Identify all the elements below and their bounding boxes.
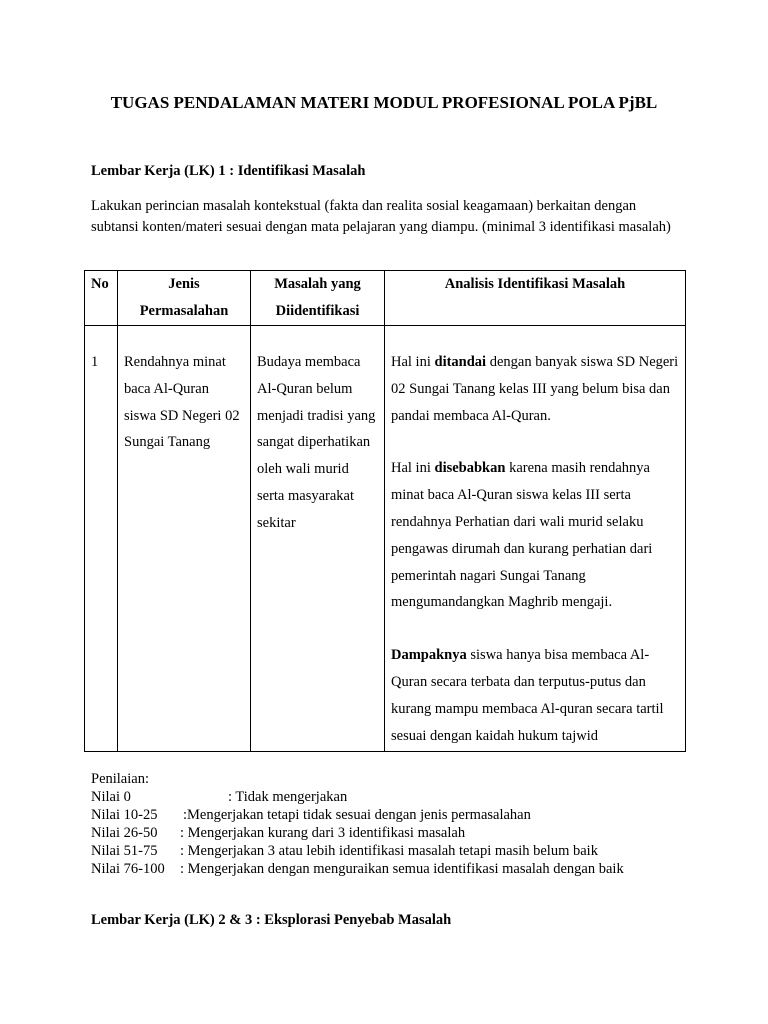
p1-keyword: ditandai [434,354,487,370]
header-no: No [85,271,118,326]
scoring-item-desc: :Mengerjakan tetapi tidak sesuai dengan jenis permasalahan [183,807,531,823]
header-masalah-diidentifikasi [251,271,385,326]
scoring-item-label: Nilai 10-25 [91,807,158,823]
header-jenis-line1: Jenis [168,276,200,292]
lk1-instructions: Lakukan perincian masalah kontekstual (fakta dan realita sosial keagamaan) berkaitan dengan subtansi konten/materi sesuai dengan mata pelajaran yang diampu. (minimal 3 identifikasi masalah) [91,198,671,235]
scoring-label: Penilaian: [91,771,149,787]
p3-keyword: Dampaknya [391,647,467,664]
analisis-paragraph-dampak [391,642,679,749]
header-masalah-line1: Masalah yang [274,276,361,292]
scoring-item-label: Nilai 51-75 [91,843,158,859]
cell-jenis-permasalahan: Rendahnya minat baca Al-Quran siswa SD Negeri 02 Sungai Tanang [118,326,251,752]
problem-identification-table [84,270,686,752]
scoring-item-label: Nilai 76-100 [91,861,165,877]
scoring-item-desc: : Tidak mengerjakan [228,789,348,805]
lk23-heading: Lembar Kerja (LK) 2 & 3 : Eksplorasi Penyebab Masalah [91,912,452,928]
scoring-item-label: Nilai 26-50 [91,825,158,841]
scoring-section [91,770,624,878]
scoring-item-desc: : Mengerjakan dengan menguraikan semua identifikasi masalah dengan baik [180,861,624,877]
p1-text: dengan banyak siswa SD Negeri 02 Sungai Tanang kelas III yang belum bisa dan pandai membaca Al-Quran. [391,354,679,424]
header-analisis: Analisis Identifikasi Masalah [385,271,686,326]
page-title: TUGAS PENDALAMAN MATERI MODUL PROFESIONAL POLA PjBL [110,93,658,112]
scoring-item [91,842,624,860]
p2-keyword: disebabkan [434,460,506,477]
analisis-paragraph-disebabkan [391,455,679,616]
scoring-item-desc: : Mengerjakan kurang dari 3 identifikasi masalah [180,825,466,841]
scoring-item [91,824,624,842]
cell-masalah-diidentifikasi: Budaya membaca Al-Quran belum menjadi tradisi yang sangat diperhatikan oleh wali murid serta masyarakat sekitar [251,326,385,752]
scoring-item-label: Nilai 0 [91,789,131,805]
analisis-paragraph-ditandai [391,349,679,429]
scoring-item [91,806,624,824]
scoring-item [91,788,624,806]
scoring-item [91,860,624,878]
header-jenis-permasalahan [118,271,251,326]
cell-no: 1 [85,326,118,752]
cell-analisis [385,326,686,752]
p2-text: karena masih rendahnya minat baca Al-Quran siswa kelas III serta rendahnya Perhatian dari wali murid selaku pengawas dirumah dan kurang perhatian dari pemerintah nagari Sungai Tanang mengumandangkan Maghrib mengaji. [391,460,653,611]
table-row [85,326,686,752]
paragraph-spacer [391,429,679,455]
paragraph-spacer [391,616,679,642]
p2-prefix: Hal ini [391,460,435,477]
p3-text: siswa hanya bisa membaca Al-Quran secara terbata dan terputus-putus dan kurang mampu membaca Al-quran secara tartil sesuai dengan kaidah hukum tajwid [391,647,664,744]
lk1-heading: Lembar Kerja (LK) 1 : Identifikasi Masalah [91,163,366,179]
table-header-row [85,271,686,326]
p1-prefix: Hal ini [391,354,435,370]
header-jenis-line2: Permasalahan [139,303,229,319]
header-masalah-line2: Diidentifikasi [275,303,360,319]
scoring-item-desc: : Mengerjakan 3 atau lebih identifikasi masalah tetapi masih belum baik [180,843,598,859]
